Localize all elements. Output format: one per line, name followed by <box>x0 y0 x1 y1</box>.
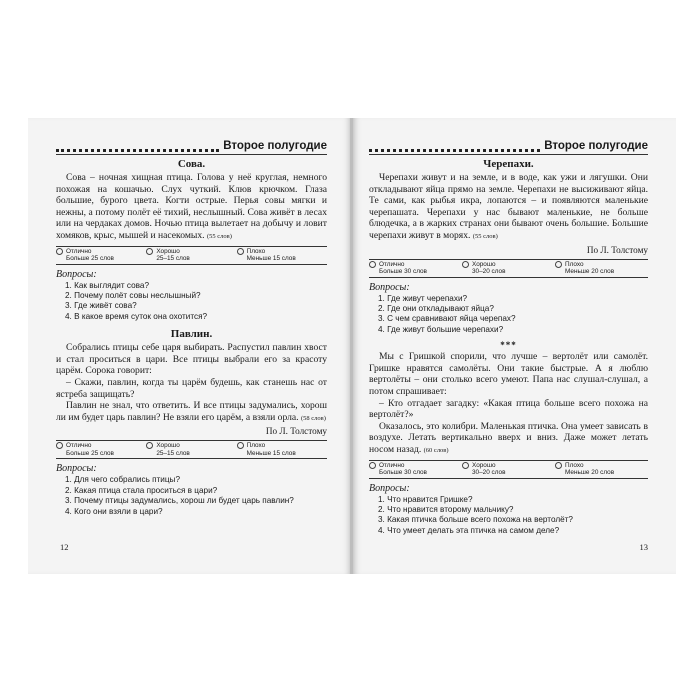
grade-label: Отлично <box>66 247 92 255</box>
story-paragraph: Собрались птицы себе царя выбирать. Распустил павлин хвост и стал проситься в цари. Все птицы выбрали его за красоту царём. Сорока говорит: <box>56 342 327 377</box>
questions-heading: Вопросы: <box>369 482 410 494</box>
grade-cell <box>237 248 327 263</box>
grade-range: Меньше 20 слов <box>565 268 615 276</box>
question-item: 4. Где живут большие черепахи? <box>378 324 504 334</box>
circle-icon <box>146 248 153 255</box>
story-title-owl: Сова. <box>177 158 206 170</box>
section-separator-stars: *** <box>500 340 517 351</box>
grade-label: Плохо <box>246 247 266 255</box>
circle-icon <box>369 462 376 469</box>
grade-range: Меньше 15 слов <box>246 449 296 457</box>
circle-icon <box>369 261 376 268</box>
grade-range: Меньше 20 слов <box>565 469 615 477</box>
grade-label: Плохо <box>565 260 584 268</box>
story-text-turtles: Черепахи живут и на земле, и в воде, как ужи и лягушки. Они откладывают яйца прямо на земле. Черепахи не высиживают яйца. Те сами, как рыбья икра, лопаются – и появляются маленькие черепашата. Черепахи у нас бывают маленькие, не больше блюдечка, а в жарких странах они бывают очень большие. Большие черепахи живут в морях. (55 слов) <box>369 172 648 241</box>
grade-range: 30–20 слов <box>472 469 506 477</box>
grade-cell <box>146 442 236 457</box>
question-item: 4. Что умеет делать эта птичка на самом деле? <box>378 525 560 535</box>
grade-table <box>369 259 648 278</box>
grade-cell <box>56 442 146 457</box>
question-item: 2. Какая птица стала проситься в цари? <box>65 485 218 495</box>
header-rule <box>56 154 327 155</box>
grade-cell <box>369 462 462 477</box>
author-credit: По Л. Толстому <box>586 244 648 255</box>
grade-label: Хорошо <box>472 461 496 469</box>
grade-label: Отлично <box>379 461 405 469</box>
grade-range: Меньше 15 слов <box>246 255 296 263</box>
circle-icon <box>462 261 469 268</box>
grade-cell <box>146 248 236 263</box>
story-paragraph: Оказалось, это колибри. Маленькая птичка. Она умеет зависать в воздухе. Летать вертикально вверх и вниз. Даже может летать носом назад. (60 слов) <box>369 420 648 455</box>
word-count: (55 слов) <box>472 232 498 240</box>
header-rule <box>369 154 648 155</box>
grade-range: Больше 30 слов <box>379 469 427 477</box>
question-item: 4. В какое время суток она охотится? <box>65 311 208 321</box>
circle-icon <box>237 442 244 449</box>
grade-range: 30–20 слов <box>472 268 506 276</box>
questions-list <box>56 475 327 517</box>
circle-icon <box>56 248 63 255</box>
dotted-leader <box>56 141 219 152</box>
circle-icon <box>146 442 153 449</box>
section-header <box>56 140 327 152</box>
questions-list <box>369 495 648 537</box>
question-item: 3. Где живёт сова? <box>65 301 137 311</box>
story-paragraph: – Кто отгадает загадку: «Какая птица больше всего похожа на вертолёт?» <box>369 397 648 421</box>
story-paragraph: Павлин не знал, что ответить. И все птицы задумались, хорош ли им будет царь павлин? Не взяли его царём, а взяли орла. (58 слов) <box>56 400 327 423</box>
left-page <box>28 118 351 574</box>
grade-table <box>56 246 327 265</box>
story-title-peacock: Павлин. <box>170 328 213 341</box>
grade-label: Отлично <box>66 442 92 450</box>
questions-heading: Вопросы: <box>56 268 97 280</box>
dotted-leader <box>369 141 540 152</box>
page-number: 13 <box>639 542 648 552</box>
section-header <box>369 140 648 152</box>
grade-range: 25–15 слов <box>156 255 190 263</box>
question-item: 2. Что нравится второму мальчику? <box>378 504 514 514</box>
question-item: 3. Почему птицы задумались, хорош ли будет царь павлин? <box>65 496 294 506</box>
grade-cell <box>56 248 146 263</box>
story-paragraph: Мы с Гришкой спорили, что лучше – вертолёт или самолёт. Гришке нравятся самолёты. Они такие быстрые. А я люблю вертолёты – они столько всего умеют. Папа нас слушал-слушал, а потом спрашивает: <box>369 351 648 397</box>
page-number: 12 <box>60 542 69 552</box>
grade-cell <box>555 462 648 477</box>
grade-range: Больше 25 слов <box>66 255 114 263</box>
grade-table <box>369 460 648 479</box>
circle-icon <box>555 462 562 469</box>
grade-cell <box>369 261 462 276</box>
questions-heading: Вопросы: <box>56 463 97 475</box>
story-title-turtles: Черепахи. <box>483 158 534 170</box>
circle-icon <box>56 442 63 449</box>
grade-label: Хорошо <box>156 442 180 450</box>
questions-list <box>369 294 648 336</box>
question-item: 1. Что нравится Гришке? <box>378 494 473 504</box>
grade-range: Больше 30 слов <box>379 268 427 276</box>
questions-list <box>56 281 327 323</box>
section-title: Второе полугодие <box>223 140 327 152</box>
circle-icon <box>555 261 562 268</box>
grade-table <box>56 440 327 459</box>
question-item: 1. Для чего собрались птицы? <box>65 475 180 485</box>
grade-label: Хорошо <box>472 260 496 268</box>
story-text-owl: Сова – ночная хищная птица. Голова у неё круглая, немного похожая на кошачью. Слух чуткий. Клюв крючком. Глаза большие, бурого цвета. Когти острые. Перья совы мягки и нежны, а потому полёт её тихий, неслышный. Сова живёт в лесах или на чердаках домов. Ночью птица вылетает на добычу и ловит хомяков, крыс, мышей и насекомых. (55 слов) <box>56 172 327 241</box>
question-item: 1. Где живут черепахи? <box>378 293 468 303</box>
grade-range: 25–15 слов <box>156 449 190 457</box>
question-item: 3. Какая птичка больше всего похожа на вертолёт? <box>378 515 573 525</box>
grade-label: Хорошо <box>156 247 180 255</box>
circle-icon <box>237 248 244 255</box>
story-paragraph: – Скажи, павлин, когда ты царём будешь, как станешь нас от ястреба защищать? <box>56 376 327 400</box>
author-credit: По Л. Толстому <box>265 426 327 437</box>
word-count: (60 слов) <box>423 446 449 454</box>
questions-heading: Вопросы: <box>369 281 410 293</box>
grade-cell <box>237 442 327 457</box>
question-item: 4. Кого они взяли в цари? <box>65 506 163 516</box>
grade-cell <box>555 261 648 276</box>
grade-cell <box>462 261 555 276</box>
open-workbook <box>28 118 676 574</box>
right-page <box>353 118 676 574</box>
grade-range: Больше 25 слов <box>66 449 114 457</box>
question-item: 2. Где они откладывают яйца? <box>378 303 494 313</box>
grade-label: Плохо <box>565 461 584 469</box>
question-item: 2. Почему полёт совы неслышный? <box>65 290 201 300</box>
question-item: 3. С чем сравнивают яйца черепах? <box>378 314 516 324</box>
question-item: 1. Как выглядит сова? <box>65 280 150 290</box>
section-title: Второе полугодие <box>544 140 648 152</box>
word-count: (55 слов) <box>206 232 232 240</box>
grade-label: Отлично <box>379 260 405 268</box>
word-count: (58 слов) <box>300 414 326 422</box>
circle-icon <box>462 462 469 469</box>
grade-cell <box>462 462 555 477</box>
grade-label: Плохо <box>246 442 266 450</box>
